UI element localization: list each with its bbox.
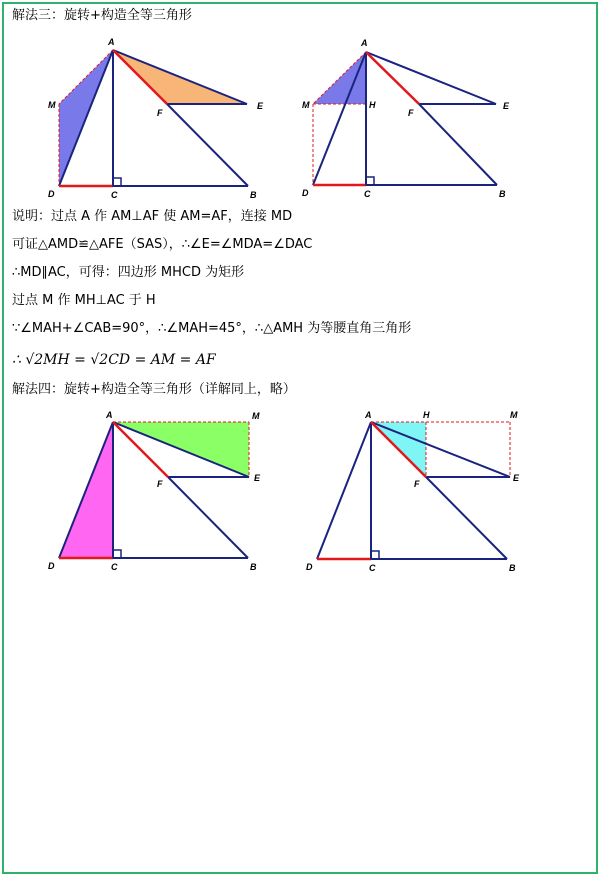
method3-title: 解法三：旋转+构造全等三角形 [12,8,192,23]
fig2-label-b: B [499,189,506,199]
fig3-label-d: D [48,561,55,571]
fig2-label-c: C [364,189,371,199]
explanation-line-1: 说明：过点 A 作 AM⊥AF 使 AM=AF，连接 MD [12,209,293,224]
method4-title: 解法四：旋转+构造全等三角形（详解同上，略） [12,382,296,397]
fig3-label-f: F [157,479,163,489]
fig2-label-m: M [302,100,310,110]
explanation-line-4: 过点 M 作 MH⊥AC 于 H [12,293,156,308]
fig2-label-h: H [369,100,376,110]
fig1-label-e: E [257,101,264,111]
fig1-label-m: M [48,100,56,110]
fig1-label-f: F [157,108,163,118]
fig3-label-c: C [111,562,118,572]
fig4-label-b: B [509,563,516,573]
fig3-label-a: A [106,410,113,420]
fig2-label-f: F [408,108,414,118]
fig4-label-e: E [513,473,520,483]
fig1-label-d: D [48,189,55,199]
fig4-label-a: A [365,410,372,420]
fig1-label-b: B [250,190,257,200]
explanation-line-5: ∵∠MAH+∠CAB=90°，∴∠MAH=45°，∴△AMH 为等腰直角三角形 [12,321,412,336]
fig4-label-f: F [414,479,420,489]
fig3-label-m: M [252,411,260,421]
fig2-label-a: A [361,38,368,48]
fig1-label-c: C [111,190,118,200]
fig4-label-d: D [306,562,313,572]
fig1-label-a: A [108,37,115,47]
fig2-label-e: E [503,101,510,111]
explanation-line-2: 可证△AMD≌△AFE（SAS），∴∠E=∠MDA=∠DAC [12,237,313,252]
fig4-segment-ad [317,422,371,559]
fig4-segment-ae [371,422,510,477]
fig3-label-b: B [250,562,257,572]
fig4-segment-fb [426,477,507,559]
fig4-label-m: M [510,410,518,420]
fig4-label-c: C [369,563,376,573]
fig2-label-d: D [302,188,309,198]
fig3-label-e: E [254,473,261,483]
formula-line: ∴ √2MH = √2CD = AM = AF [12,352,216,368]
explanation-line-3: ∴MD∥AC，可得：四边形 MHCD 为矩形 [12,265,245,280]
fig4-right-angle-mark [371,551,379,559]
fig4-label-h: H [423,410,430,420]
